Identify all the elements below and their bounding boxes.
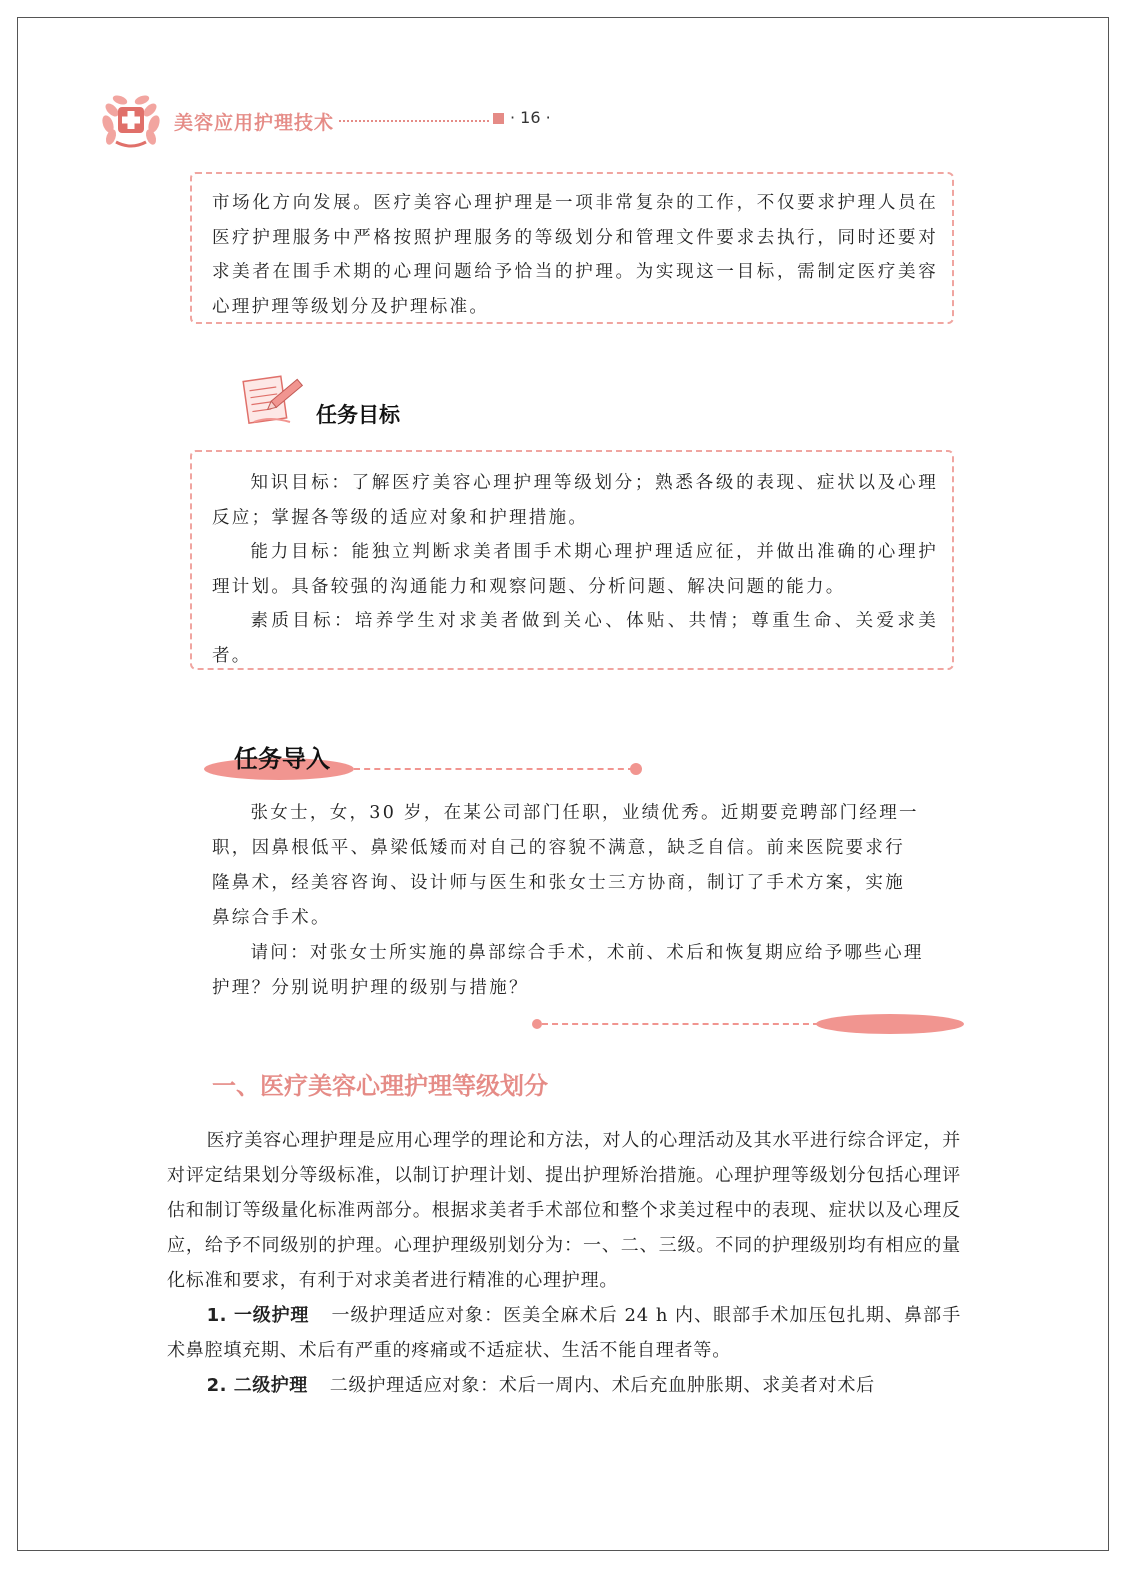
item-label: 2. 二级护理 — [206, 1375, 308, 1396]
list-item — [167, 1368, 961, 1403]
red-cross-laurel-icon — [98, 90, 164, 152]
task-goal-box — [190, 450, 954, 670]
page-number: · 16 · — [510, 108, 551, 127]
header-dotted-leader — [339, 120, 489, 122]
banner-dot — [532, 1019, 542, 1029]
task-intro-banner — [204, 735, 644, 785]
list-item — [167, 1298, 961, 1368]
task-goal-text — [212, 466, 938, 673]
section-heading: 一、医疗美容心理护理等级划分 — [212, 1071, 548, 1100]
item-label: 1. 一级护理 — [206, 1305, 310, 1326]
task-intro-text — [212, 796, 924, 1006]
task-intro-title: 任务导入 — [234, 745, 330, 773]
task-intro-end-banner — [532, 1012, 964, 1036]
intro-box-text — [212, 186, 938, 324]
section-paragraph: 医疗美容心理护理是应用心理学的理论和方法，对人的心理活动及其水平进行综合评定，并对评定结果划分等级标准，以制订护理计划、提出护理矫治措施。心理护理等级划分包括心理评估和制订等级量化标准两部分。根据求美者手术部位和整个求美过程中的表现、症状以及心理反应，给予不同级别的护理。心理护理级别划分为：一、二、三级。不同的护理级别均有相应的量化标准和要求，有利于对求美者进行精准的心理护理。 — [167, 1130, 961, 1291]
banner-dashed-line — [542, 1023, 819, 1025]
running-header — [98, 90, 618, 150]
header-square-marker — [493, 113, 504, 124]
notebook-pencil-icon — [240, 370, 306, 426]
banner-pill — [816, 1014, 964, 1034]
item-text: 二级护理适应对象：术后一周内、术后充血肿胀期、求美者对术后 — [329, 1375, 875, 1396]
task-goal-title: 任务目标 — [316, 403, 400, 427]
case-description: 张女士，女，30 岁，在某公司部门任职，业绩优秀。近期要竞聘部门经理一职，因鼻根低平、鼻梁低矮而对自己的容貌不满意，缺乏自信。前来医院要求行隆鼻术，经美容咨询、设计师与医生和张女士三方协商，制订了手术方案，实施鼻综合手术。 — [212, 803, 919, 928]
intro-box — [190, 172, 954, 324]
book-title: 美容应用护理技术 — [174, 112, 335, 134]
knowledge-goal: 知识目标：了解医疗美容心理护理等级划分；熟悉各级的表现、症状以及心理反应；掌握各等级的适应对象和护理措施。 — [212, 473, 938, 528]
ability-goal: 能力目标：能独立判断求美者围手术期心理护理适应征，并做出准确的心理护理计划。具备较强的沟通能力和观察问题、分析问题、解决问题的能力。 — [212, 542, 938, 597]
banner-dashed-line — [354, 768, 634, 770]
section-body — [167, 1123, 961, 1403]
banner-dot — [630, 763, 642, 775]
item-text: 一级护理适应对象：医美全麻术后 24 h 内、眼部手术加压包扎期、鼻部手术鼻腔填充期、术后有严重的疼痛或不适症状、生活不能自理者等。 — [167, 1305, 961, 1361]
case-question: 请问：对张女士所实施的鼻部综合手术，术前、术后和恢复期应给予哪些心理护理？分别说明护理的级别与措施？ — [212, 943, 924, 998]
quality-goal: 素质目标：培养学生对求美者做到关心、体贴、共情；尊重生命、关爱求美者。 — [212, 611, 938, 666]
intro-paragraph: 市场化方向发展。医疗美容心理护理是一项非常复杂的工作，不仅要求护理人员在医疗护理服务中严格按照护理服务的等级划分和管理文件要求去执行，同时还要对求美者在围手术期的心理问题给予恰当的护理。为实现这一目标，需制定医疗美容心理护理等级划分及护理标准。 — [212, 193, 938, 317]
